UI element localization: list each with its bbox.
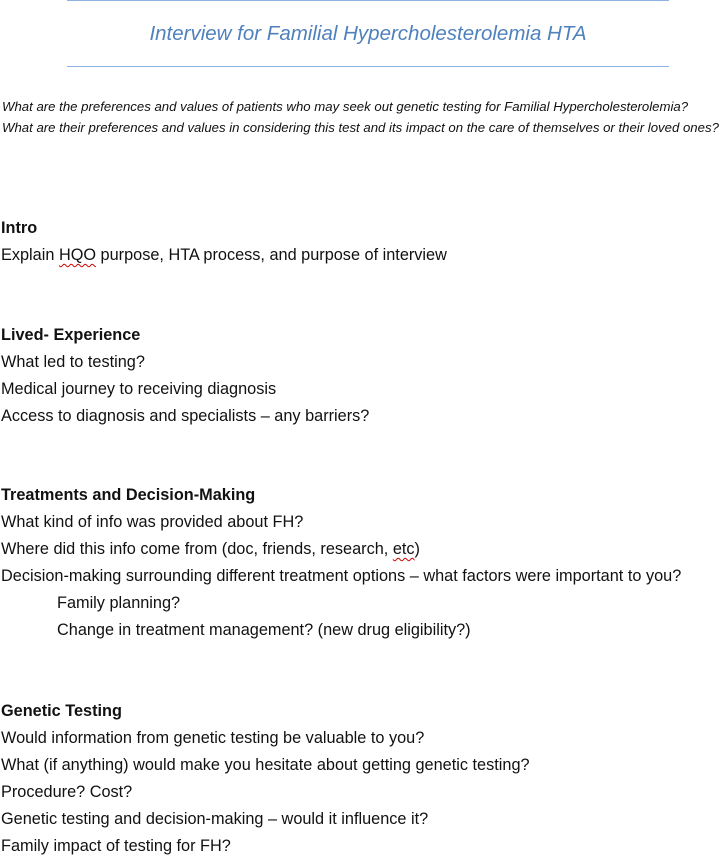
list-item: Decision-making surrounding different treatment options – what factors were important to you? [1, 567, 682, 585]
intro-text-start: Explain [1, 246, 59, 264]
document-title: Interview for Familial Hypercholesterolemia HTA [149, 22, 587, 45]
list-item: What kind of info was provided about FH? [1, 513, 304, 531]
section-heading-genetic-testing: Genetic Testing [1, 702, 122, 720]
spellcheck-flagged-word[interactable]: etc [392, 540, 415, 558]
sub-list-item: Family planning? [57, 594, 181, 612]
list-item-text-start: Where did this info come from (doc, friends, research, [1, 540, 393, 558]
section-lived-experience [1, 322, 722, 430]
list-item: Family impact of testing for FH? [1, 837, 231, 855]
section-treatments [1, 482, 722, 644]
spellcheck-flagged-word[interactable]: HQO [58, 246, 97, 264]
list-item: Genetic testing and decision-making – would it influence it? [1, 810, 429, 828]
list-item: What led to testing? [1, 353, 145, 371]
title-top-rule [67, 0, 669, 1]
list-item: Procedure? Cost? [1, 783, 133, 801]
section-heading-intro: Intro [1, 219, 38, 237]
title-bottom-rule [67, 66, 669, 67]
intro-line [1, 242, 722, 269]
sub-list-item: Change in treatment management? (new drug eligibility?) [57, 621, 471, 639]
list-item-text-end: ) [414, 540, 420, 558]
list-item: What (if anything) would make you hesitate about getting genetic testing? [1, 756, 530, 774]
section-intro [1, 215, 722, 269]
list-item: Medical journey to receiving diagnosis [1, 380, 277, 398]
section-heading-treatments: Treatments and Decision-Making [1, 486, 256, 504]
intro-text-end: purpose, HTA process, and purpose of interview [96, 246, 447, 264]
list-item [1, 536, 722, 563]
section-genetic-testing [1, 698, 722, 860]
list-item: Would information from genetic testing be valuable to you? [1, 729, 425, 747]
list-item: Access to diagnosis and specialists – any barriers? [1, 407, 370, 425]
section-heading-lived-experience: Lived- Experience [1, 326, 141, 344]
research-question: What are the preferences and values of patients who may seek out genetic testing for Familial Hypercholesterolemia? What are their preferences and values in considering this test and its impact on the care of themselves or their loved ones? [2, 99, 719, 135]
